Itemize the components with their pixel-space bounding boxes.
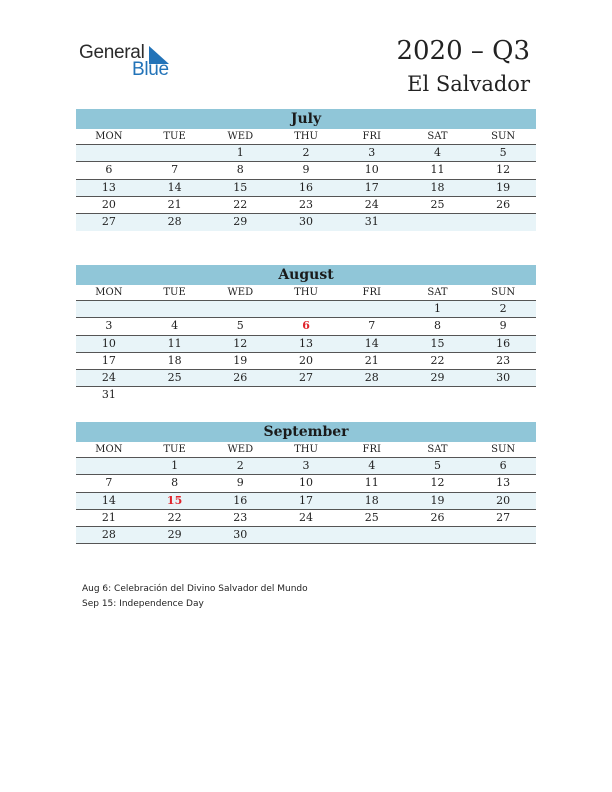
week-row xyxy=(76,475,536,492)
day-cell: 30 xyxy=(496,371,511,385)
day-cell: 23 xyxy=(299,197,314,211)
day-cell: 15 xyxy=(430,336,445,350)
day-cell xyxy=(76,301,142,317)
day-cell: 26 xyxy=(430,510,445,524)
title-country: El Salvador xyxy=(407,72,530,96)
day-cell: 3 xyxy=(368,146,376,159)
day-cell xyxy=(142,301,208,317)
day-cell: 11 xyxy=(430,163,445,177)
weekday-label: TUE xyxy=(163,444,186,455)
week-row xyxy=(76,527,536,544)
day-cell: 3 xyxy=(105,319,113,333)
week-row xyxy=(76,387,536,404)
weekday-label: THU xyxy=(294,287,318,298)
holiday-day-cell: 15 xyxy=(166,493,183,507)
day-cell: 21 xyxy=(101,510,116,524)
day-cell: 21 xyxy=(364,353,379,367)
weekday-label: FRI xyxy=(362,287,381,298)
weekday-label: TUE xyxy=(163,131,186,142)
day-cell xyxy=(339,527,405,543)
day-cell: 9 xyxy=(302,163,310,177)
day-cell: 26 xyxy=(233,371,248,385)
day-cell: 7 xyxy=(105,476,113,490)
day-cell: 10 xyxy=(101,336,116,350)
day-cell: 8 xyxy=(236,163,244,177)
day-cell: 22 xyxy=(233,197,248,211)
day-cell: 13 xyxy=(496,476,511,490)
day-cell: 8 xyxy=(171,476,179,490)
day-cell: 27 xyxy=(299,371,314,385)
weekday-header-row xyxy=(76,285,536,301)
day-cell: 16 xyxy=(299,180,314,194)
day-cell: 11 xyxy=(167,336,182,350)
weekday-header-row xyxy=(76,129,536,145)
weekday-label: SUN xyxy=(491,131,516,142)
day-cell: 25 xyxy=(430,197,445,211)
day-cell: 3 xyxy=(302,459,310,472)
day-cell: 2 xyxy=(236,459,244,472)
day-cell xyxy=(207,301,273,317)
weekday-label: WED xyxy=(227,444,254,455)
day-cell: 14 xyxy=(364,336,379,350)
day-cell: 31 xyxy=(101,388,116,402)
day-cell xyxy=(142,387,208,404)
day-cell: 12 xyxy=(496,163,511,177)
day-cell: 26 xyxy=(496,197,511,211)
weekday-label: THU xyxy=(294,131,318,142)
day-cell: 10 xyxy=(364,163,379,177)
day-cell: 25 xyxy=(167,371,182,385)
week-row xyxy=(76,180,536,197)
day-cell: 17 xyxy=(364,180,379,194)
day-cell xyxy=(339,387,405,404)
day-cell: 5 xyxy=(433,459,441,472)
weekday-label: MON xyxy=(95,131,123,142)
day-cell: 21 xyxy=(167,197,182,211)
week-row xyxy=(76,162,536,179)
day-cell: 23 xyxy=(496,353,511,367)
weekday-label: THU xyxy=(294,444,318,455)
day-cell: 19 xyxy=(430,493,445,507)
day-cell: 14 xyxy=(101,493,116,507)
day-cell xyxy=(405,527,471,543)
day-cell: 4 xyxy=(368,459,376,472)
day-cell: 16 xyxy=(233,493,248,507)
week-row xyxy=(76,458,536,475)
day-cell: 28 xyxy=(364,371,379,385)
holiday-day-cell: 6 xyxy=(302,319,310,333)
weekday-header-row xyxy=(76,442,536,458)
day-cell: 9 xyxy=(499,319,507,333)
month-title: August xyxy=(76,265,536,285)
title-year-quarter: 2020 – Q3 xyxy=(396,36,530,66)
day-cell: 29 xyxy=(167,528,182,542)
weekday-label: SAT xyxy=(427,287,448,298)
day-cell: 10 xyxy=(299,476,314,490)
day-cell: 9 xyxy=(236,476,244,490)
day-cell: 24 xyxy=(299,510,314,524)
day-cell xyxy=(76,145,142,161)
day-cell: 16 xyxy=(496,336,511,350)
generalblue-logo xyxy=(79,42,179,82)
month-july xyxy=(76,109,536,231)
day-cell: 11 xyxy=(364,476,379,490)
day-cell: 18 xyxy=(364,493,379,507)
day-cell xyxy=(207,387,273,404)
day-cell: 8 xyxy=(433,319,441,333)
week-row xyxy=(76,318,536,335)
day-cell: 24 xyxy=(101,371,116,385)
day-cell: 19 xyxy=(496,180,511,194)
day-cell: 18 xyxy=(430,180,445,194)
day-cell: 18 xyxy=(167,353,182,367)
weekday-label: MON xyxy=(95,444,123,455)
weekday-label: FRI xyxy=(362,131,381,142)
day-cell: 28 xyxy=(101,528,116,542)
day-cell: 17 xyxy=(101,353,116,367)
day-cell: 27 xyxy=(101,215,116,229)
day-cell: 20 xyxy=(101,197,116,211)
day-cell: 29 xyxy=(233,215,248,229)
day-cell: 30 xyxy=(233,528,248,542)
day-cell: 14 xyxy=(167,180,182,194)
day-cell: 12 xyxy=(430,476,445,490)
day-cell: 5 xyxy=(236,319,244,333)
week-row xyxy=(76,336,536,353)
weekday-label: MON xyxy=(95,287,123,298)
day-cell xyxy=(470,214,536,231)
day-cell: 29 xyxy=(430,371,445,385)
week-row xyxy=(76,510,536,527)
day-cell: 27 xyxy=(496,510,511,524)
day-cell: 25 xyxy=(364,510,379,524)
day-cell: 13 xyxy=(299,336,314,350)
holiday-notes xyxy=(82,582,308,612)
week-row xyxy=(76,214,536,231)
day-cell xyxy=(273,527,339,543)
week-row xyxy=(76,145,536,162)
day-cell: 22 xyxy=(430,353,445,367)
month-title: July xyxy=(76,109,536,129)
holiday-note: Aug 6: Celebración del Divino Salvador del Mundo xyxy=(82,584,308,594)
weekday-label: WED xyxy=(227,287,254,298)
day-cell: 6 xyxy=(105,163,113,177)
day-cell: 4 xyxy=(433,146,441,159)
day-cell: 15 xyxy=(233,180,248,194)
day-cell xyxy=(405,387,471,404)
day-cell xyxy=(76,458,142,474)
month-august xyxy=(76,265,536,405)
day-cell xyxy=(470,527,536,543)
week-row xyxy=(76,493,536,510)
day-cell xyxy=(405,214,471,231)
day-cell: 1 xyxy=(236,146,244,159)
day-cell: 20 xyxy=(496,493,511,507)
weekday-label: FRI xyxy=(362,444,381,455)
day-cell: 30 xyxy=(299,215,314,229)
logo-text-general: General xyxy=(79,42,145,63)
day-cell: 22 xyxy=(167,510,182,524)
weekday-label: SAT xyxy=(427,131,448,142)
weekday-label: SAT xyxy=(427,444,448,455)
day-cell: 17 xyxy=(299,493,314,507)
day-cell: 20 xyxy=(299,353,314,367)
day-cell: 4 xyxy=(171,319,179,333)
holiday-note: Sep 15: Independence Day xyxy=(82,599,204,609)
day-cell xyxy=(142,145,208,161)
day-cell: 24 xyxy=(364,197,379,211)
day-cell: 2 xyxy=(302,146,310,159)
weekday-label: SUN xyxy=(491,287,516,298)
day-cell: 19 xyxy=(233,353,248,367)
day-cell: 1 xyxy=(433,302,441,315)
weekday-label: WED xyxy=(227,131,254,142)
day-cell: 7 xyxy=(368,319,376,333)
month-september xyxy=(76,422,536,544)
month-title: September xyxy=(76,422,536,442)
week-row xyxy=(76,353,536,370)
day-cell: 28 xyxy=(167,215,182,229)
day-cell: 5 xyxy=(499,146,507,159)
day-cell xyxy=(273,301,339,317)
logo-text-blue: Blue xyxy=(132,59,169,80)
day-cell: 2 xyxy=(499,302,507,315)
week-row xyxy=(76,301,536,318)
day-cell: 12 xyxy=(233,336,248,350)
day-cell: 6 xyxy=(499,459,507,472)
day-cell: 1 xyxy=(171,459,179,472)
day-cell xyxy=(470,387,536,404)
weekday-label: TUE xyxy=(163,287,186,298)
week-row xyxy=(76,370,536,387)
day-cell: 31 xyxy=(364,215,379,229)
day-cell: 7 xyxy=(171,163,179,177)
weekday-label: SUN xyxy=(491,444,516,455)
day-cell xyxy=(339,301,405,317)
day-cell xyxy=(273,387,339,404)
day-cell: 13 xyxy=(101,180,116,194)
day-cell: 23 xyxy=(233,510,248,524)
week-row xyxy=(76,197,536,214)
